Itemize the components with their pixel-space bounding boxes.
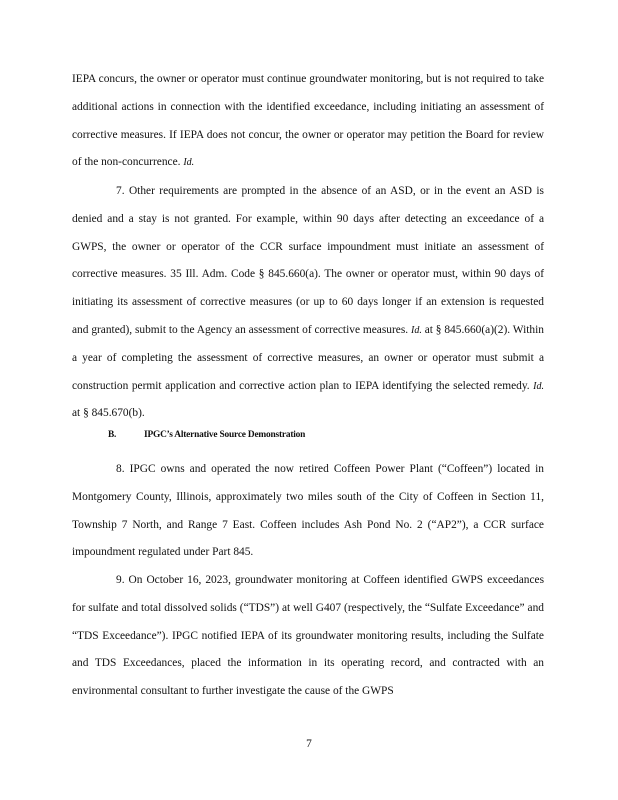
paragraph-9 bbox=[72, 567, 544, 706]
paragraph-text: 8. IPGC owns and operated the now retired Coffeen Power Plant (“Coffeen”) located in Montgomery County, Illinois, approximately two miles south of the City of Coffeen in Section 11, Township 7 North, and Range 7 East. Coffeen includes Ash Pond No. 2 (“AP2”), a CCR surface impoundment regulated under Part 845. bbox=[72, 463, 544, 559]
citation-id: Id. bbox=[183, 157, 195, 169]
paragraph-text: 9. On October 16, 2023, groundwater monitoring at Coffeen identified GWPS exceedances for sulfate and total dissolved solids (“TDS”) at well G407 (respectively, the “Sulfate Exceedance” and “TDS Exceedance”). IPGC notified IEPA of its groundwater monitoring results, including the Sulfate and TDS Exceedances, placed the information in its operating record, and contracted with an environmental consultant to further investigate the cause of the GWPS bbox=[72, 574, 544, 698]
paragraph-text: 7. Other requirements are prompted in the absence of an ASD, or in the event an ASD is denied and a stay is not granted. For example, within 90 days after detecting an exceedance of a GWPS, the owner or operator of the CCR surface impoundment must initiate an assessment of corrective measures. 35 Ill. Adm. Code § 845.660(a). The owner or operator must, within 90 days of initiating its assessment of corrective measures (or up to 60 days longer if an extension is requested and granted), submit to the Agency an assessment of corrective measures. bbox=[72, 185, 544, 336]
paragraph-text-2: at § 845.660(a)(2). Within a year of completing the assessment of corrective measures, an owner or operator must submit a construction permit application and corrective action plan to IEPA identifying the selected remedy. bbox=[72, 323, 544, 392]
citation-id: Id. bbox=[410, 324, 422, 336]
paragraph-7 bbox=[72, 178, 544, 428]
citation-id: Id. bbox=[533, 380, 545, 392]
section-heading-text: IPGC’s Alternative Source Demonstration bbox=[144, 430, 306, 440]
section-heading-id: B. bbox=[108, 430, 117, 440]
paragraph-continuation bbox=[72, 66, 544, 177]
paragraph-text: IEPA concurs, the owner or operator must continue groundwater monitoring, but is not required to take additional actions in connection with the identified exceedance, including initiating an assessment of corrective measures. If IEPA does not concur, the owner or operator may petition the Board for review of the non-concurrence. bbox=[72, 73, 544, 169]
paragraph-8 bbox=[72, 456, 544, 567]
section-heading bbox=[108, 430, 305, 440]
paragraph-text-3: at § 845.670(b). bbox=[72, 407, 145, 420]
page-number: 7 bbox=[306, 738, 312, 750]
